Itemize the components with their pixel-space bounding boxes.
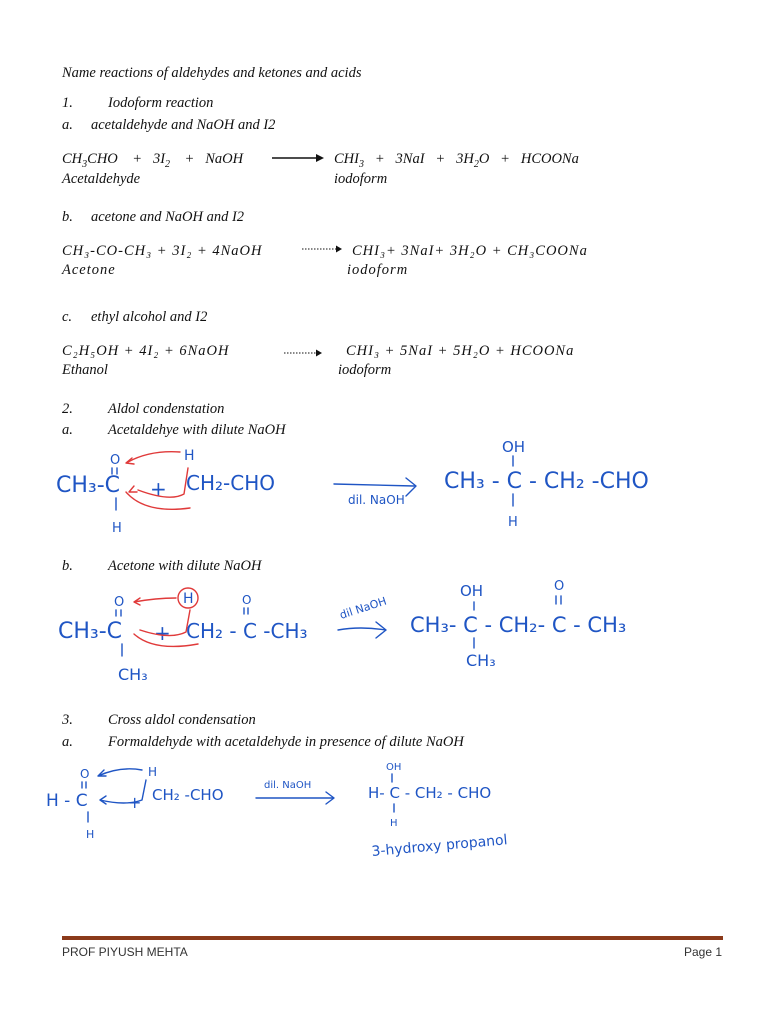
footer-author: PROF PIYUSH MEHTA bbox=[62, 945, 188, 959]
item-2b-text: Acetone with dilute NaOH bbox=[108, 558, 262, 574]
section-1-heading: Iodoform reaction bbox=[108, 95, 214, 111]
name-iodoform-1b: iodoform bbox=[347, 262, 409, 278]
item-2a-label: a. bbox=[62, 422, 73, 438]
hw-3a-h-bottom: H bbox=[86, 828, 95, 841]
reaction-arrow-1b bbox=[300, 244, 344, 254]
hw-3a-plus: + bbox=[128, 793, 142, 812]
red-arrow-1 bbox=[128, 452, 180, 462]
handwritten-aldol-acetone bbox=[50, 574, 660, 694]
name-acetaldehyde: Acetaldehyde bbox=[62, 171, 141, 187]
hw-2a-reactant1: CH₃-C bbox=[56, 473, 121, 498]
hw-2a-oxygen: O bbox=[110, 453, 121, 468]
hw-3a-reactant2: CH₂ -CHO bbox=[152, 786, 224, 804]
hw-3a-product: H- C - CH₂ - CHO bbox=[368, 784, 492, 802]
hw-2b-arrow bbox=[338, 622, 386, 638]
hw-3a-reactant1: H - C bbox=[46, 791, 88, 811]
equation-1b-rhs: CHI₃+ 3NaI+ 3H₂O + CH₃COONa bbox=[352, 243, 588, 259]
item-1c-label: c. bbox=[62, 309, 73, 325]
hw-2a-product: CH₃ - C - CH₂ -CHO bbox=[444, 469, 649, 494]
name-iodoform-1a: iodoform bbox=[334, 171, 388, 187]
hw-2a-h-bottom: H bbox=[112, 521, 122, 536]
hw-2b-product: CH₃- C - CH₂- C - CH₃ bbox=[410, 613, 627, 637]
hw-3a-oxygen: O bbox=[80, 767, 90, 781]
hw-2b-reactant1: CH₃-C bbox=[58, 619, 123, 644]
footer-page-number: Page 1 bbox=[684, 945, 723, 959]
item-3a-text: Formaldehyde with acetaldehyde in presence of dilute NaOH bbox=[108, 734, 464, 750]
hw-2b-ch3: CH₃ bbox=[118, 665, 148, 684]
hw-2b-product-ch3: CH₃ bbox=[466, 651, 496, 670]
hw-2a-reactant2: CH₂-CHO bbox=[186, 471, 275, 495]
section-2-heading: Aldol condenstation bbox=[108, 401, 225, 417]
item-2b-label: b. bbox=[62, 558, 73, 574]
item-1a-text: acetaldehyde and NaOH and I2 bbox=[91, 117, 276, 133]
hw-2b-reactant2: CH₂ - C -CH₃ bbox=[186, 619, 308, 643]
item-1a-label: a. bbox=[62, 117, 73, 133]
equation-1a-rhs: $CHI_3$ + 3NaI + $3H_2O$ + HCOONa bbox=[334, 151, 579, 170]
item-3a-label: a. bbox=[62, 734, 73, 750]
hw-2b-h-top: H bbox=[183, 591, 194, 607]
name-iodoform-1c: iodoform bbox=[338, 362, 392, 378]
equation-1c-lhs: C₂H₅OH + 4I₂ + 6NaOH bbox=[62, 343, 230, 359]
hw-2b-oxygen2: O bbox=[242, 593, 252, 607]
hw-2b-plus: + bbox=[154, 621, 171, 645]
hw-2b-oxygen: O bbox=[114, 595, 125, 610]
section-3-heading: Cross aldol condensation bbox=[108, 712, 256, 728]
hw-2b-oh: OH bbox=[460, 582, 484, 600]
item-1b-text: acetone and NaOH and I2 bbox=[91, 209, 245, 225]
page-title: Name reactions of aldehydes and ketones and acids bbox=[62, 65, 362, 81]
handwritten-cross-aldol bbox=[42, 756, 562, 866]
handwritten-aldol-acetaldehyde bbox=[50, 430, 650, 540]
hw-2a-oh: OH bbox=[502, 438, 526, 456]
equation-1c-rhs: CHI₃ + 5NaI + 5H₂O + HCOONa bbox=[346, 343, 575, 359]
hw-2a-h-top: H bbox=[184, 448, 195, 464]
hw-2a-arrow-label: dil. NaOH bbox=[348, 493, 405, 507]
section-2-number: 2. bbox=[62, 401, 73, 417]
hw-3a-h-top: H bbox=[148, 765, 158, 779]
item-2a-text: Acetaldehye with dilute NaOH bbox=[108, 422, 286, 438]
name-ethanol: Ethanol bbox=[62, 362, 108, 378]
equation-1b-lhs: CH₃-CO-CH₃ + 3I₂ + 4NaOH bbox=[62, 243, 263, 259]
hw-3a-product-h: H bbox=[390, 818, 398, 829]
item-1c-text: ethyl alcohol and I2 bbox=[91, 309, 208, 325]
hw-2b-product-oxygen: O bbox=[554, 579, 565, 594]
footer-rule bbox=[62, 936, 723, 940]
hw-3a-oh: OH bbox=[386, 762, 402, 773]
hw-3a-arrow bbox=[256, 792, 334, 804]
equation-1a-lhs: $CH_3CHO$ + $3I_2$ + NaOH bbox=[62, 151, 244, 170]
hw-3a-product-name: 3-hydroxy propanol bbox=[370, 832, 509, 860]
hw-2a-plus: + bbox=[150, 477, 167, 501]
item-1b-label: b. bbox=[62, 209, 73, 225]
reaction-arrow-1c bbox=[282, 348, 326, 358]
hw-2a-product-h: H bbox=[508, 515, 518, 530]
name-acetone: Acetone bbox=[62, 262, 116, 278]
section-3-number: 3. bbox=[62, 712, 73, 728]
section-1-number: 1. bbox=[62, 95, 73, 111]
reaction-arrow-1a bbox=[270, 152, 326, 164]
hw-2b-arrow-label: dil NaOH bbox=[338, 594, 389, 622]
hw-3a-arrow-label: dil. NaOH bbox=[264, 780, 312, 791]
